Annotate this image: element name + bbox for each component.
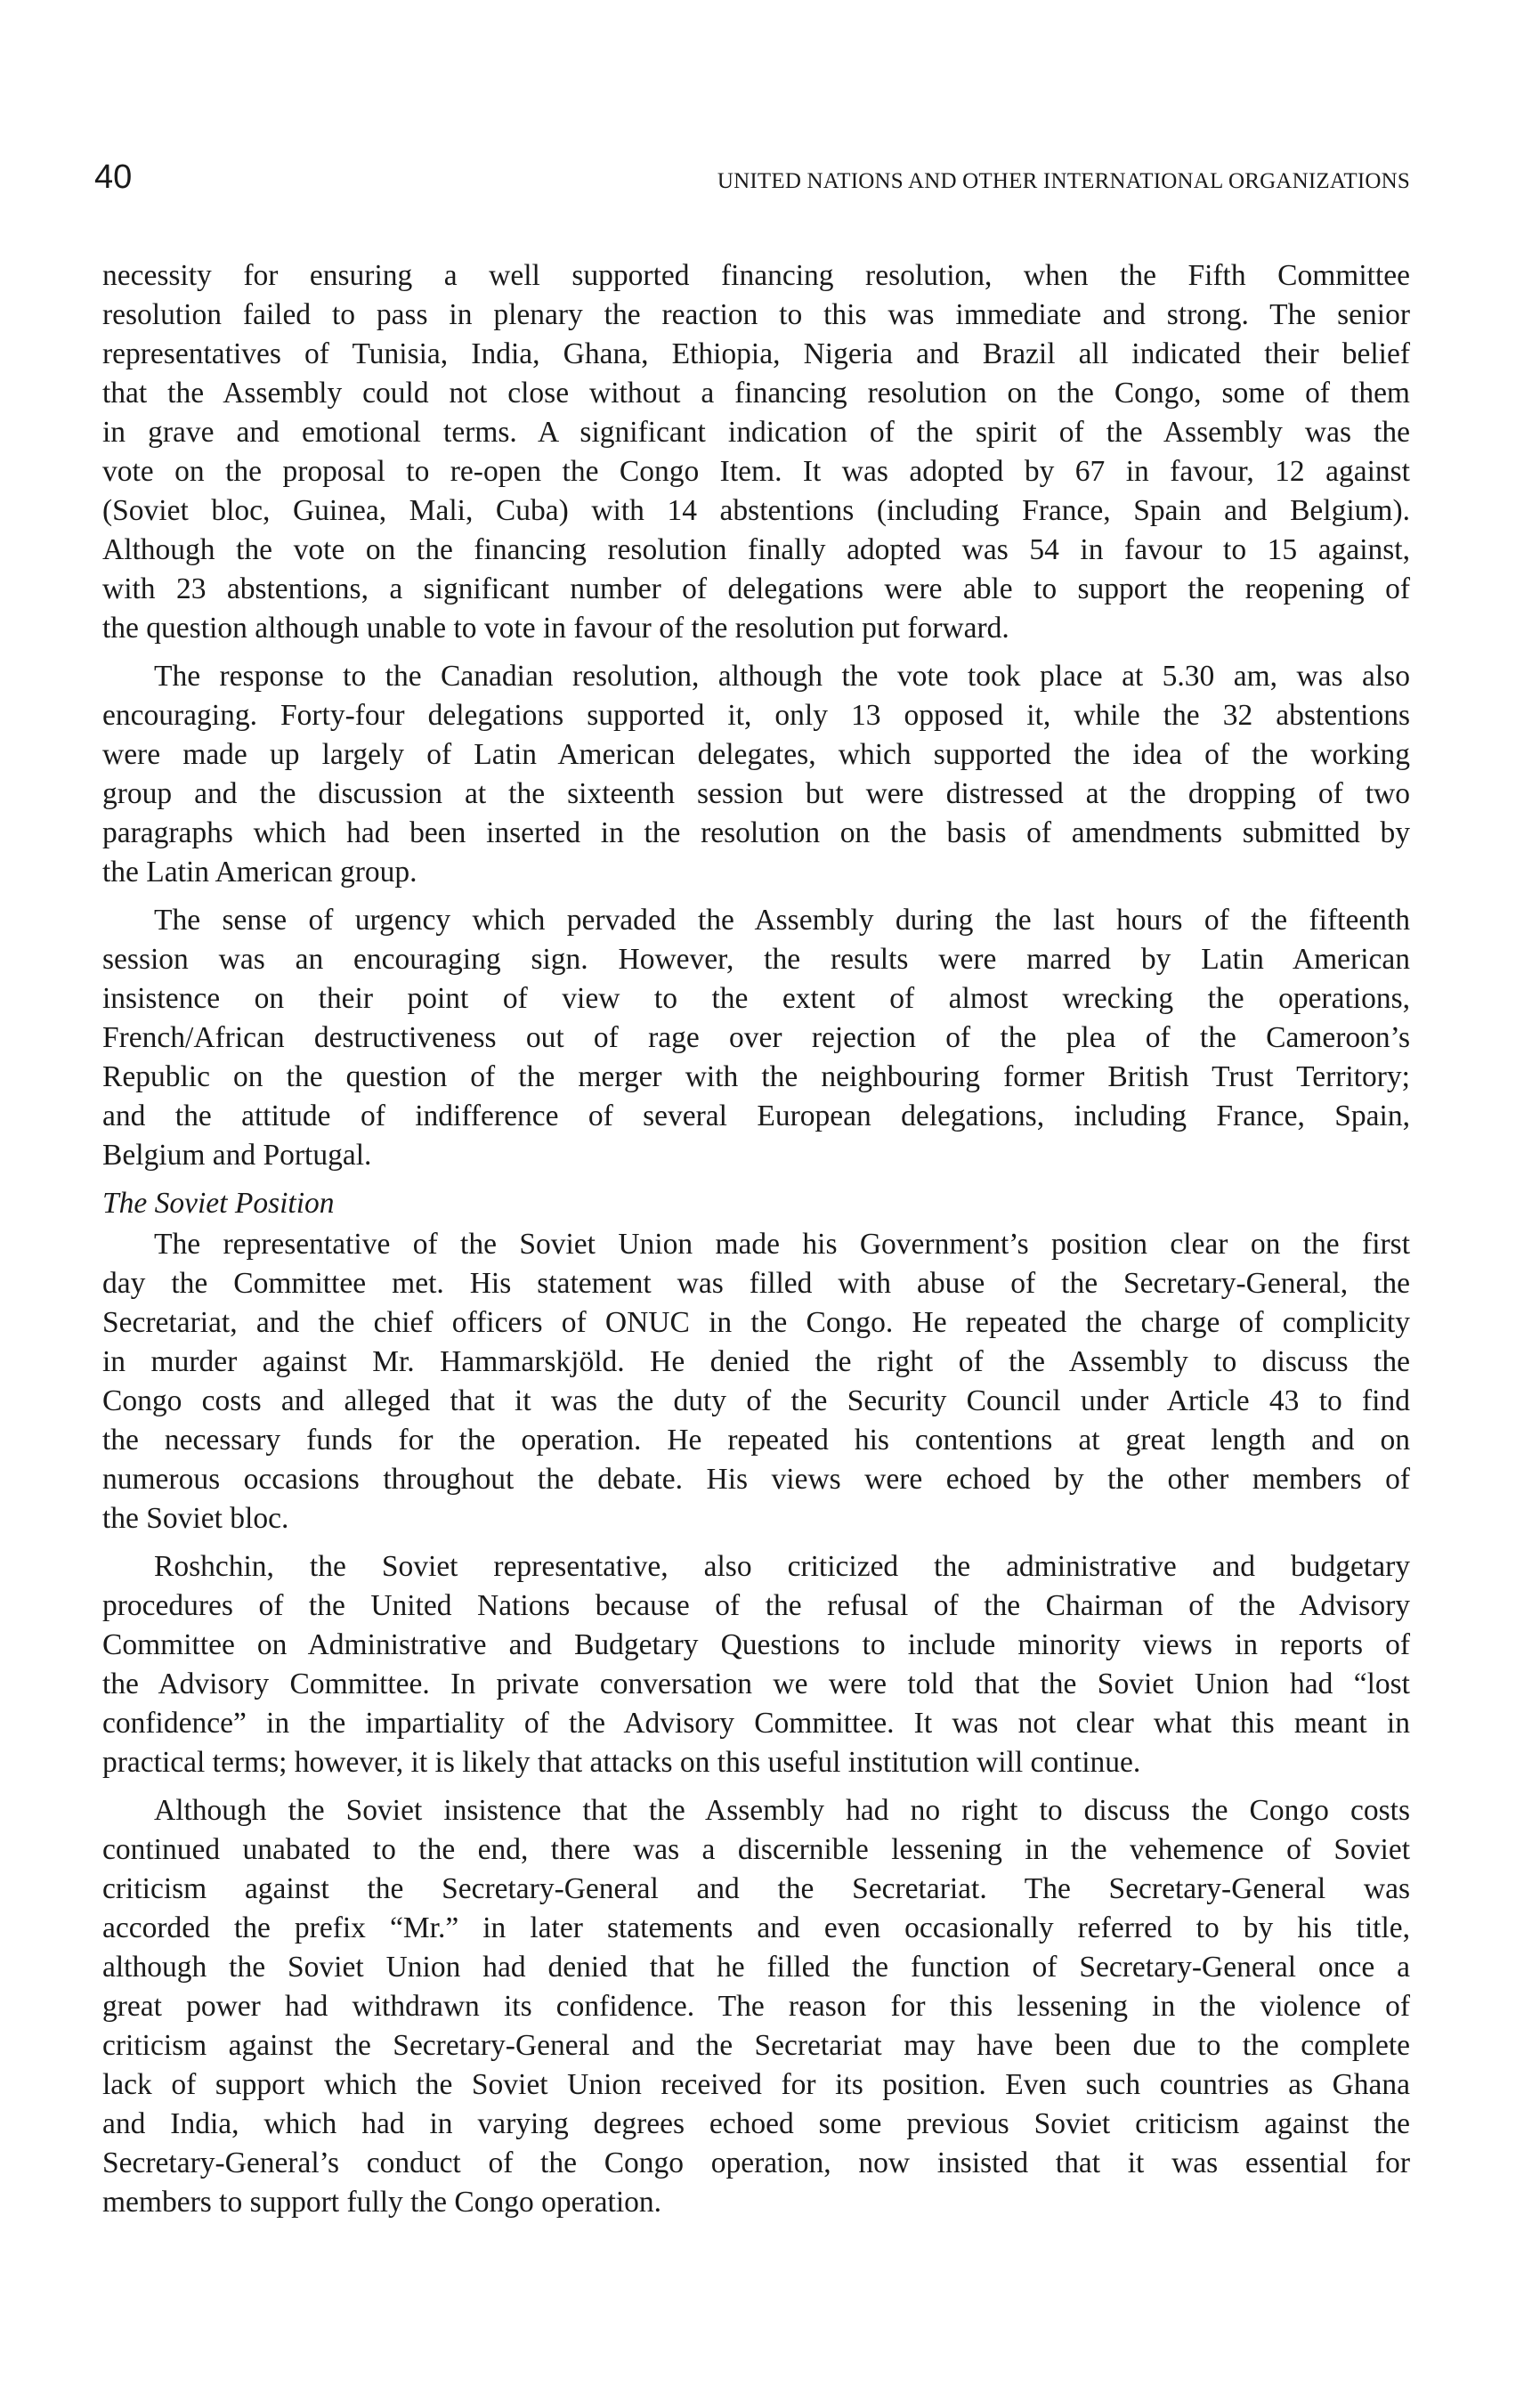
page-body (102, 256, 1410, 2231)
paragraph (102, 256, 1410, 648)
text-line: The representative of the Soviet Union made his Government’s position clear on the first (154, 1228, 1410, 1261)
text-line: were made up largely of Latin American delegates, which supported the idea of the working (102, 738, 1410, 771)
text-line: numerous occasions throughout the debate. His views were echoed by the other members of (102, 1463, 1410, 1496)
text-line: Republic on the question of the merger with the neighbouring former British Trust Territory; (102, 1060, 1410, 1093)
text-line: confidence” in the impartiality of the Advisory Committee. It was not clear what this meant in (102, 1707, 1410, 1740)
text-line: the question although unable to vote in favour of the resolution put forward. (102, 612, 1009, 645)
text-line: Belgium and Portugal. (102, 1139, 372, 1172)
text-line: The response to the Canadian resolution, although the vote took place at 5.30 am, was also (154, 660, 1410, 693)
text-line: Committee on Administrative and Budgetary Questions to include minority views in reports of (102, 1628, 1410, 1661)
text-line: Although the Soviet insistence that the Assembly had no right to discuss the Congo costs (154, 1794, 1410, 1827)
paragraph (102, 901, 1410, 1175)
text-line: paragraphs which had been inserted in the resolution on the basis of amendments submitted by (102, 816, 1410, 849)
paragraph (102, 1225, 1410, 1538)
paragraph (102, 657, 1410, 892)
section-heading: The Soviet Position (102, 1187, 335, 1220)
text-line: with 23 abstentions, a significant number of delegations were able to support the reopening of (102, 572, 1410, 605)
text-line: day the Committee met. His statement was filled with abuse of the Secretary-General, the (102, 1267, 1410, 1300)
text-line: procedures of the United Nations because of the refusal of the Chairman of the Advisory (102, 1589, 1410, 1622)
text-line: in grave and emotional terms. A significant indication of the spirit of the Assembly was the (102, 416, 1410, 449)
text-line: Although the vote on the financing resolution finally adopted was 54 in favour to 15 against, (102, 533, 1410, 566)
text-line: the Latin American group. (102, 856, 417, 889)
text-line: criticism against the Secretary-General and the Secretariat may have been due to the complete (102, 2029, 1410, 2062)
text-line: the Advisory Committee. In private conversation we were told that the Soviet Union had “lost (102, 1668, 1410, 1700)
text-line: and the attitude of indifference of several European delegations, including France, Spain, (102, 1100, 1410, 1132)
text-line: group and the discussion at the sixteenth session but were distressed at the dropping of two (102, 777, 1410, 810)
text-line: and India, which had in varying degrees echoed some previous Soviet criticism against the (102, 2107, 1410, 2140)
text-line: accorded the prefix “Mr.” in later statements and even occasionally referred to by his title, (102, 1911, 1410, 1944)
text-line: (Soviet bloc, Guinea, Mali, Cuba) with 14 abstentions (including France, Spain and Belgium). (102, 494, 1410, 527)
text-line: great power had withdrawn its confidence. The reason for this lessening in the violence of (102, 1990, 1410, 2023)
text-line: representatives of Tunisia, India, Ghana, Ethiopia, Nigeria and Brazil all indicated their belief (102, 337, 1410, 370)
page-number: 40 (94, 158, 133, 196)
text-line: lack of support which the Soviet Union received for its position. Even such countries as Ghana (102, 2068, 1410, 2101)
text-line: session was an encouraging sign. However, the results were marred by Latin American (102, 943, 1410, 976)
text-line: encouraging. Forty-four delegations supported it, only 13 opposed it, while the 32 abstentions (102, 699, 1410, 732)
text-line: Secretariat, and the chief officers of ONUC in the Congo. He repeated the charge of complicity (102, 1306, 1410, 1339)
text-line: The sense of urgency which pervaded the Assembly during the last hours of the fifteenth (154, 904, 1410, 937)
running-head: UNITED NATIONS AND OTHER INTERNATIONAL ORGANIZATIONS (717, 169, 1410, 193)
text-line: in murder against Mr. Hammarskjöld. He denied the right of the Assembly to discuss the (102, 1345, 1410, 1378)
text-line: Congo costs and alleged that it was the duty of the Security Council under Article 43 to find (102, 1384, 1410, 1417)
text-line: practical terms; however, it is likely that attacks on this useful institution will continue. (102, 1746, 1141, 1779)
text-line: the necessary funds for the operation. He repeated his contentions at great length and on (102, 1424, 1410, 1457)
paragraph (102, 1791, 1410, 2222)
text-line: criticism against the Secretary-General and the Secretariat. The Secretary-General was (102, 1872, 1410, 1905)
text-line: members to support fully the Congo operation. (102, 2186, 662, 2219)
text-line: Roshchin, the Soviet representative, also criticized the administrative and budgetary (154, 1550, 1410, 1583)
text-line: necessity for ensuring a well supported financing resolution, when the Fifth Committee (102, 259, 1410, 292)
text-line: the Soviet bloc. (102, 1502, 289, 1535)
text-line: French/African destructiveness out of rage over rejection of the plea of the Cameroon’s (102, 1021, 1410, 1054)
text-line: that the Assembly could not close without a financing resolution on the Congo, some of them (102, 377, 1410, 410)
text-line: although the Soviet Union had denied that he filled the function of Secretary-General once a (102, 1951, 1410, 1984)
text-line: insistence on their point of view to the extent of almost wrecking the operations, (102, 982, 1410, 1015)
paragraph (102, 1547, 1410, 1782)
text-line: Secretary-General’s conduct of the Congo operation, now insisted that it was essential for (102, 2146, 1410, 2179)
text-line: continued unabated to the end, there was a discernible lessening in the vehemence of Soviet (102, 1833, 1410, 1866)
text-line: vote on the proposal to re-open the Congo Item. It was adopted by 67 in favour, 12 against (102, 455, 1410, 488)
text-line: resolution failed to pass in plenary the reaction to this was immediate and strong. The senior (102, 298, 1410, 331)
